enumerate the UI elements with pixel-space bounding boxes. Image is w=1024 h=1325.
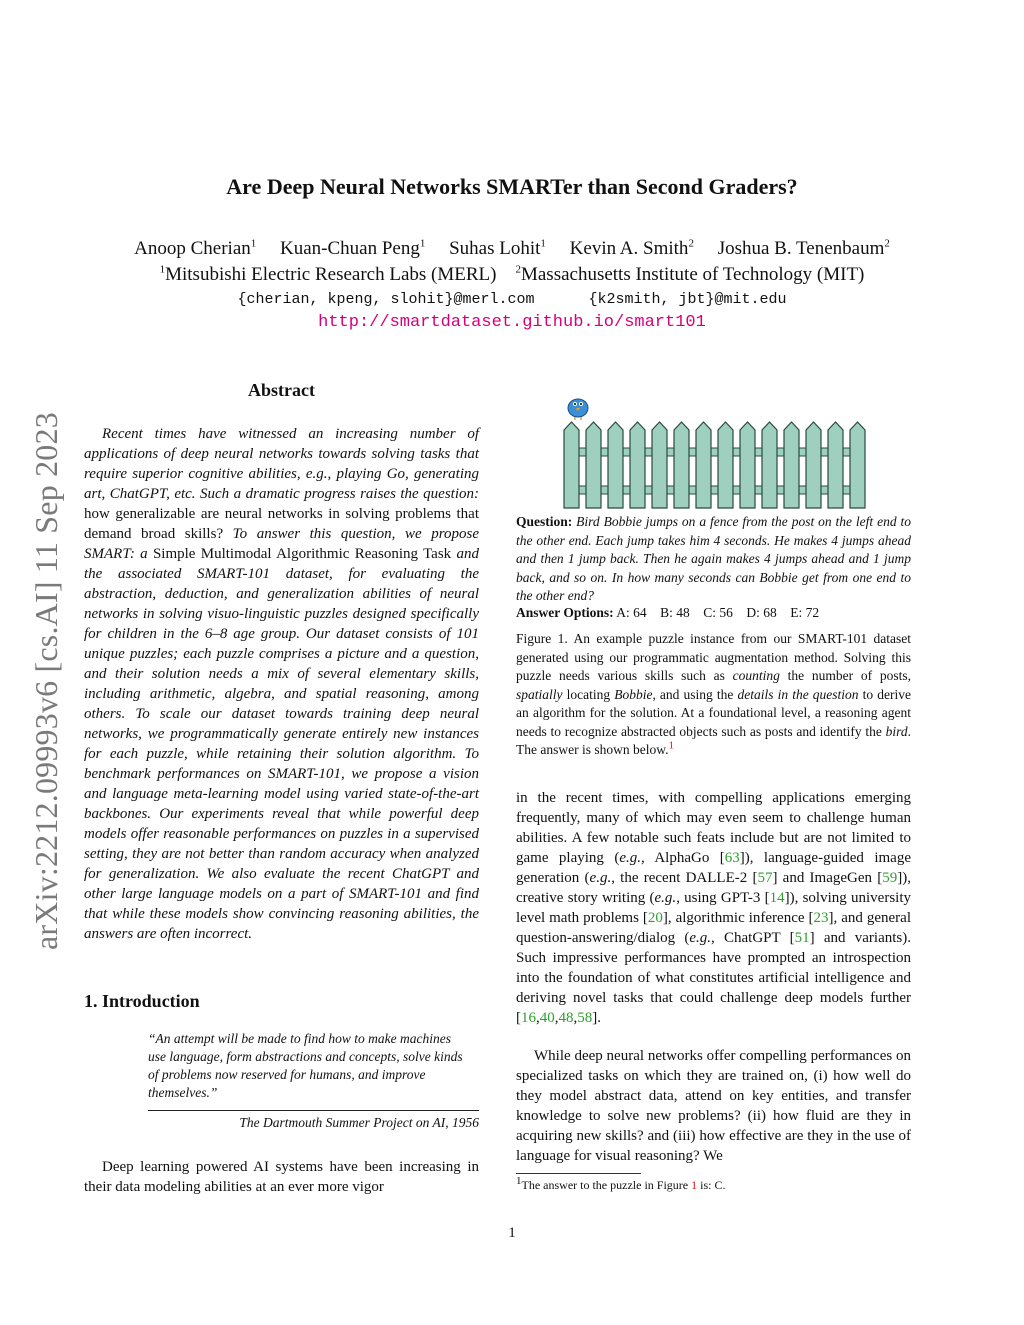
- author-name: Suhas Lohit: [449, 238, 541, 259]
- section-heading-introduction: 1. Introduction: [84, 991, 200, 1011]
- fence-post: [696, 422, 711, 508]
- citation-link[interactable]: 63: [724, 850, 740, 866]
- figure-ref-link[interactable]: 1: [691, 1178, 698, 1192]
- paper-title: Are Deep Neural Networks SMARTer than Second Graders?: [226, 174, 798, 199]
- figure-fence-puzzle: [556, 390, 876, 510]
- figure-question: Question: Bird Bobbie jumps on a fence from the post on the left end to the other end. Each jump takes him 4 seconds. He makes 4 jumps ahead and then 1 jump back. Then he again makes 4 jumps ahead and 1 jump back, and so on. In how many seconds can Bobbie get from one end to the other end?: [516, 514, 911, 603]
- project-url-link[interactable]: http://smartdataset.github.io/smart101: [318, 313, 706, 332]
- quote-source: The Dartmouth Summer Project on AI, 1956: [239, 1115, 479, 1130]
- citation-link[interactable]: 40: [539, 1010, 555, 1026]
- page-number: 1: [508, 1225, 516, 1241]
- fence-post: [762, 422, 777, 508]
- affiliation: Mitsubishi Electric Research Labs (MERL): [165, 264, 497, 285]
- citation-link[interactable]: 48: [558, 1010, 574, 1026]
- email-mit: {k2smith, jbt}@mit.edu: [588, 291, 787, 308]
- intro-paragraph: Deep learning powered AI systems have been increasing in their data modeling abilities at an ever more vigor: [84, 1159, 479, 1195]
- citation-link[interactable]: 14: [769, 890, 785, 906]
- author-name: Kevin A. Smith: [569, 238, 689, 259]
- citation-link[interactable]: 20: [647, 910, 663, 926]
- arxiv-identifier: arXiv:2212.09993v6 [cs.AI] 11 Sep 2023: [28, 412, 64, 950]
- emails: [0, 291, 1024, 308]
- fence-post: [652, 422, 667, 508]
- affiliations: $^1$Mitsubishi Electric Research Labs (MERL) $^2$Massachusetts Institute of Technology (MIT): [159, 263, 865, 285]
- citation-link[interactable]: 16: [521, 1010, 536, 1026]
- figure-caption: Figure 1. An example puzzle instance from our SMART-101 dataset generated using our programmatic augmentation method. Solving this puzzle needs various skills such as counting the number of posts, spatially locating Bobbie, and using the details in the question to derive an algorithm for the solution. At a foundational level, a reasoning agent needs to recognize abstracted objects such as posts and identify the bird. The answer is shown below.$^1$: [516, 631, 911, 757]
- bird-icon: [568, 399, 588, 420]
- fence-post: [674, 422, 689, 508]
- fence-post: [608, 422, 623, 508]
- right-column-paragraph-2: While deep neural networks offer compelling performances on specialized tasks on which they are trained on, (i) how well do they model abstract data, attend on key entities, and transfer knowledge to solve new problems? (ii) how fluid are they in acquiring new skills? and (iii) how effective are they in the use of language for visual reasoning? We: [516, 1048, 911, 1164]
- footnote-ref-link[interactable]: 1: [668, 739, 674, 752]
- fence-post: [586, 422, 601, 508]
- fence-post: [740, 422, 755, 508]
- fence-post: [828, 422, 843, 508]
- fence-post: [784, 422, 799, 508]
- citation-link[interactable]: 59: [882, 870, 898, 886]
- citation-link[interactable]: 51: [794, 930, 810, 946]
- author-name: Kuan-Chuan Peng: [280, 238, 420, 259]
- author-list: Anoop Cherian$^1$ Kuan-Chuan Peng$^1$ Suhas Lohit$^1$ Kevin A. Smith$^2$ Joshua B. Tenenbaum$^2$: [134, 237, 890, 259]
- email-merl: {cherian, kpeng, slohit}@merl.com: [237, 291, 535, 308]
- fence-illustration: [564, 422, 865, 508]
- author-name: Joshua B. Tenenbaum: [717, 238, 885, 259]
- affiliation: Massachusetts Institute of Technology (MIT): [520, 264, 865, 285]
- quote-divider: [148, 1110, 479, 1111]
- answer-options: Answer Options: A: 64 B: 48 C: 56 D: 68 E: 72: [516, 605, 820, 620]
- abstract-body: Recent times have witnessed an increasing number of applications of deep neural networks towards solving tasks that require superior cognitive abilities, e.g., playing Go, generating art, ChatGPT, etc. Such a dramatic progress raises the question: how generalizable are neural networks in solving problems that demand broad skills? To answer this question, we propose SMART: a Simple Multimodal Algorithmic Reasoning Task and the associated SMART-101 dataset, for evaluating the abstraction, deduction, and generalization abilities of neural networks in solving visuo-linguistic puzzles designed specifically for children in the 6–8 age group. Our dataset consists of 101 unique puzzles; each puzzle comprises a picture and a question, and their solution needs a mix of several elementary skills, including arithmetic, algebra, and spatial reasoning, among others. To scale our dataset towards training deep neural networks, we programmatically generate entirely new instances for each puzzle, while retaining their solution algorithm. To benchmark performances on SMART-101, we propose a vision and language meta-learning model using varied state-of-the-art backbones. Our experiments reveal that while powerful deep models offer reasonable performances on puzzles in a supervised setting, they are not better than random accuracy when analyzed for generalization. We also evaluate the recent ChatGPT and other large language models on a part of SMART-101 and find that while these models show convincing reasoning abilities, the answers are often incorrect.: [84, 426, 479, 942]
- citation-link[interactable]: 57: [757, 870, 773, 886]
- fence-post: [718, 422, 733, 508]
- right-column-paragraph: in the recent times, with compelling applications emerging frequently, many of which may even seem to challenge human abilities. A few notable such feats include but are not limited to game playing (e.g., AlphaGo [63]), language-guided image generation (e.g., the recent DALLE-2 [57] and ImageGen [59]), creative story writing (e.g., using GPT-3 [14]), solving university level math problems [20], algorithmic inference [23], and general question-answering/dialog (e.g., ChatGPT [51] and variants). Such impressive performances have prompted an introspection into the foundation of what constitutes artificial intelligence and deriving novel tasks that could challenge deep models further [16,40,48,58].: [516, 790, 911, 1026]
- abstract-heading: Abstract: [248, 380, 315, 400]
- fence-post: [630, 422, 645, 508]
- author-name: Anoop Cherian: [134, 238, 251, 259]
- citation-link[interactable]: 23: [813, 910, 829, 926]
- footnote-divider: [516, 1173, 641, 1174]
- citation-link[interactable]: 58: [577, 1010, 593, 1026]
- footnote: $^1$The answer to the puzzle in Figure 1 is: C.: [516, 1175, 726, 1192]
- fence-post: [806, 422, 821, 508]
- fence-post: [850, 422, 865, 508]
- epigraph-quote: “An attempt will be made to find how to make machines use language, form abstractions and concepts, solve kinds of problems now reserved for humans, and improve themselves.”: [148, 1031, 463, 1100]
- fence-post: [564, 422, 579, 508]
